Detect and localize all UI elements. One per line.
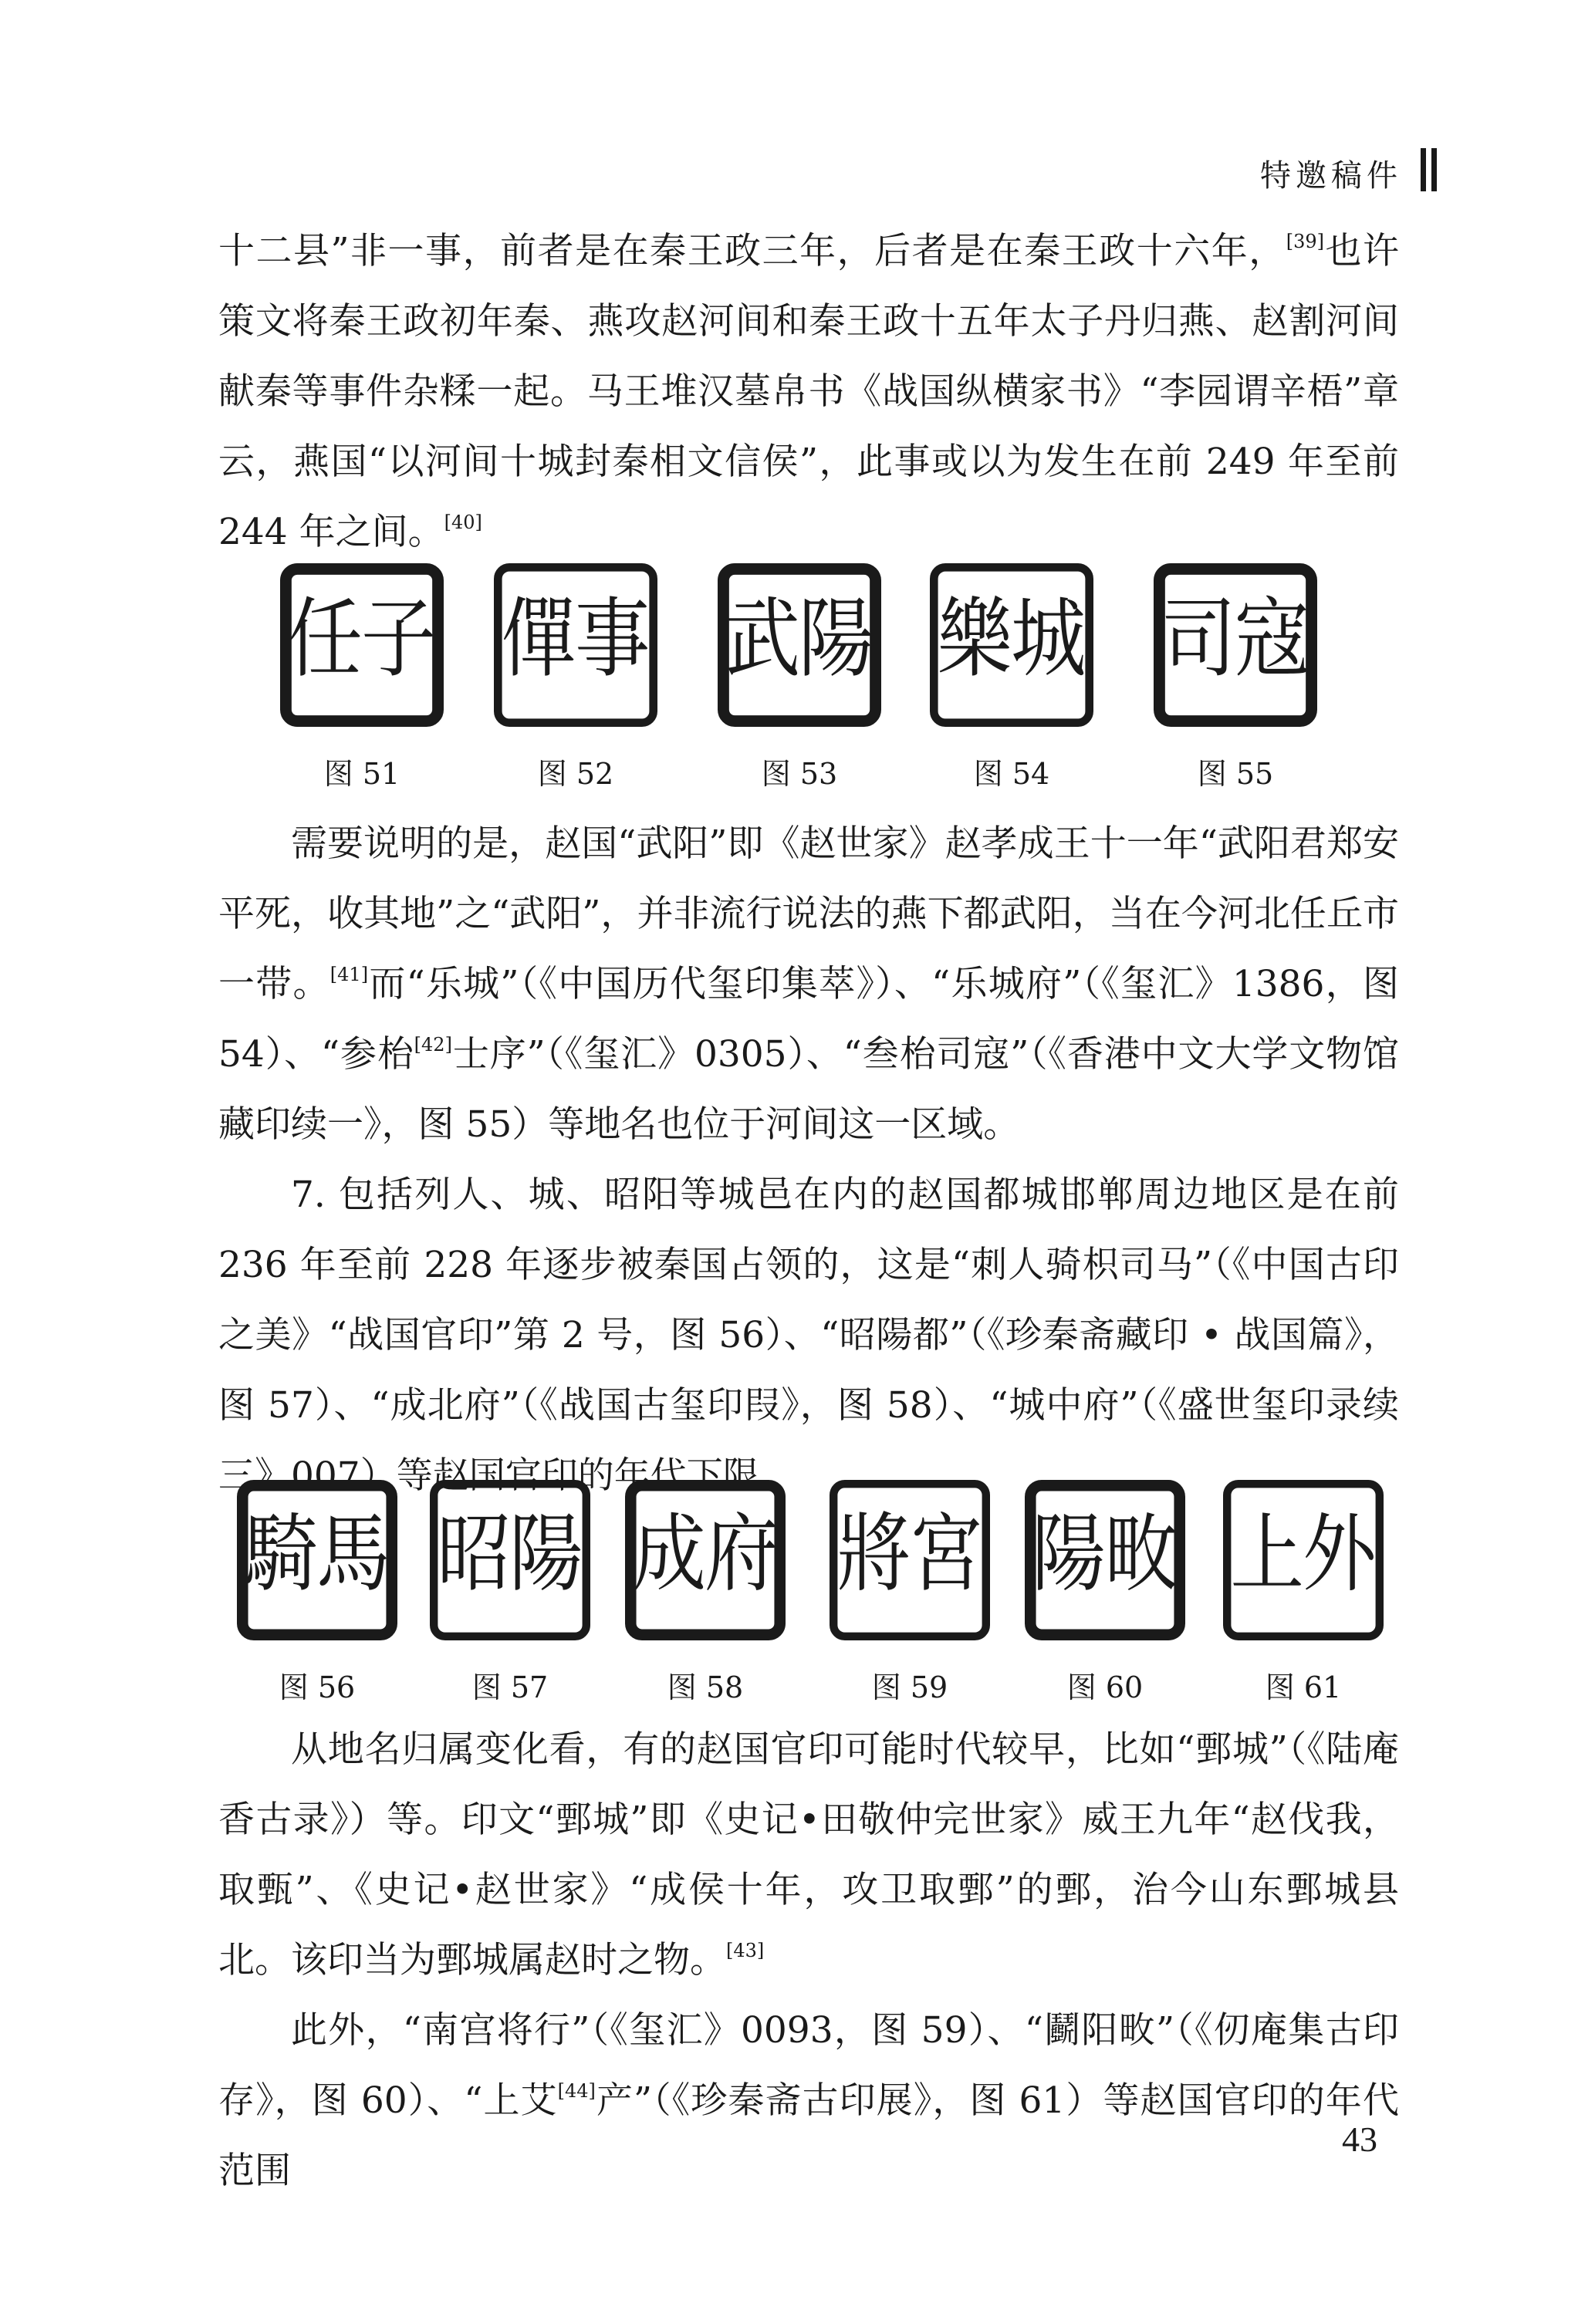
svg-text:任: 任: [287, 587, 363, 690]
paragraph-text: 从地名归属变化看，有的赵国官印可能时代较早，比如“鄄城”（《陆庵香古录》）等。印文“鄄城”即《史记•田敬仲完世家》威王九年“赵伐我，取甄”、《史记•赵世家》“成侯十年，攻卫取鄄”的鄄，治今山东鄄城县北。该印当为鄄城属赵时之物。: [218, 1728, 1399, 1981]
svg-text:昭: 昭: [437, 1505, 512, 1604]
svg-text:子: 子: [360, 587, 437, 690]
svg-text:陽: 陽: [1032, 1505, 1107, 1604]
paragraph-text: 十二县”非一事，前者是在秦王政三年，后者是在秦王政十六年，: [218, 230, 1286, 272]
svg-text:馬: 馬: [316, 1505, 390, 1604]
svg-text:將: 將: [836, 1505, 911, 1604]
svg-text:陽: 陽: [509, 1505, 583, 1604]
figure-caption: 图 51: [323, 757, 400, 791]
svg-text:畋: 畋: [1103, 1505, 1178, 1604]
seal-impression-image: [718, 563, 881, 727]
seal-impression-image: [494, 563, 657, 727]
seal-impression-image: [625, 1480, 786, 1640]
svg-text:僤: 僤: [501, 587, 577, 690]
seal-impression-image: [830, 1480, 990, 1640]
paragraph-p5: [218, 1995, 1399, 2206]
svg-text:成: 成: [632, 1505, 707, 1604]
paragraph-text: 7. 包括列人、城、昭阳等城邑在内的赵国都城邯郸周边地区是在前 236 年至前 228 年逐步被秦国占领的，这是“刺人骑枳司马”（《中国古印之美》“战国官印”第 2 号，图 56）、“昭陽都”（《珍秦斋藏印 • 战国篇》，图 57）、“成北府”（《战国古玺印叚》，图 58）、“城中府”（《盛世玺印录续三》007）等赵国官印的年代下限。: [218, 1174, 1399, 1497]
seal-impression-image: [1154, 563, 1317, 727]
body-text-top: [218, 216, 1399, 567]
svg-text:事: 事: [574, 587, 651, 690]
paragraph-text: 产”（《珍秦斋古印展》，图 61）等赵国官印的年代范围: [218, 2079, 1399, 2192]
figure-caption: 图 59: [871, 1670, 948, 1704]
svg-text:陽: 陽: [798, 587, 874, 690]
svg-text:寇: 寇: [1234, 587, 1310, 690]
svg-text:騎: 騎: [244, 1505, 319, 1604]
svg-text:城: 城: [1010, 587, 1086, 690]
paragraph-p4: [218, 1714, 1399, 1995]
seal-impression-image: [237, 1480, 397, 1640]
svg-text:司: 司: [1161, 587, 1237, 690]
svg-text:外: 外: [1302, 1505, 1377, 1604]
page-number: 43: [1342, 2120, 1377, 2159]
paragraph-p1: [218, 216, 1399, 567]
seal-impression-image: [1223, 1480, 1384, 1640]
figure-caption: 图 58: [667, 1670, 744, 1704]
figure-caption: 图 52: [537, 757, 614, 791]
svg-text:府: 府: [704, 1505, 779, 1604]
footnote-ref: [39]: [1286, 231, 1324, 252]
figure-caption: 图 54: [973, 757, 1050, 791]
paragraph-text: 需要说明的是，赵国“武阳”即《赵世家》赵孝成王十一年“武阳君郑安平死，收其地”之“武阳”，并非流行说法的燕下都武阳，当在今河北任丘市一带。: [218, 823, 1399, 1005]
seal-impression-image: [1025, 1480, 1185, 1640]
footnote-ref: [44]: [557, 2080, 596, 2102]
paragraph-p2: [218, 809, 1399, 1160]
paragraph-p3: [218, 1160, 1399, 1511]
footnote-ref: [42]: [414, 1034, 452, 1056]
header-bar-mark: [1421, 148, 1444, 191]
footnote-ref: [41]: [329, 964, 369, 985]
figure-caption: 图 53: [761, 757, 838, 791]
body-text-bottom: [218, 1714, 1399, 2206]
figure-caption: 图 56: [279, 1670, 356, 1704]
seal-impression-image: [280, 563, 444, 727]
svg-text:樂: 樂: [937, 587, 1013, 690]
paragraph-text: 士序”（《玺汇》0305）、“叁枱司寇”（《香港中文大学文物馆藏印续一》，图 55）等地名也位于河间这一区域。: [218, 1033, 1399, 1146]
figure-caption: 图 57: [471, 1670, 549, 1704]
svg-text:上: 上: [1230, 1505, 1305, 1604]
section-title: 特邀稿件: [1260, 158, 1402, 194]
seal-impression-image: [930, 563, 1093, 727]
paragraph-text: 而“乐城”（《中国历代玺印集萃》）、“乐城府”（《玺汇》1386，图 54）、“参枱: [218, 963, 1399, 1076]
svg-text:宮: 宮: [908, 1505, 983, 1604]
paragraph-text: 也许策文将秦王政初年秦、燕攻赵河间和秦王政十五年太子丹归燕、赵割河间献秦等事件杂糅一起。马王堆汉墓帛书《战国纵横家书》“李园谓辛梧”章云，燕国“以河间十城封秦相文信侯”，此事或以为发生在前 249 年至前 244 年之间。: [218, 230, 1399, 553]
body-text-middle: [218, 809, 1399, 1511]
figure-caption: 图 61: [1265, 1670, 1342, 1704]
seal-impression-image: [430, 1480, 590, 1640]
figure-caption: 图 60: [1066, 1670, 1144, 1704]
footnote-ref: [40]: [444, 512, 482, 533]
figure-caption: 图 55: [1197, 757, 1274, 791]
svg-text:武: 武: [725, 587, 801, 690]
footnote-ref: [43]: [726, 1940, 765, 1961]
paragraph-text: 此外，“南宫将行”（《玺汇》0093，图 59）、“鬬阳畋”（《仞庵集古印存》，图 60）、“上艾: [218, 2009, 1399, 2122]
